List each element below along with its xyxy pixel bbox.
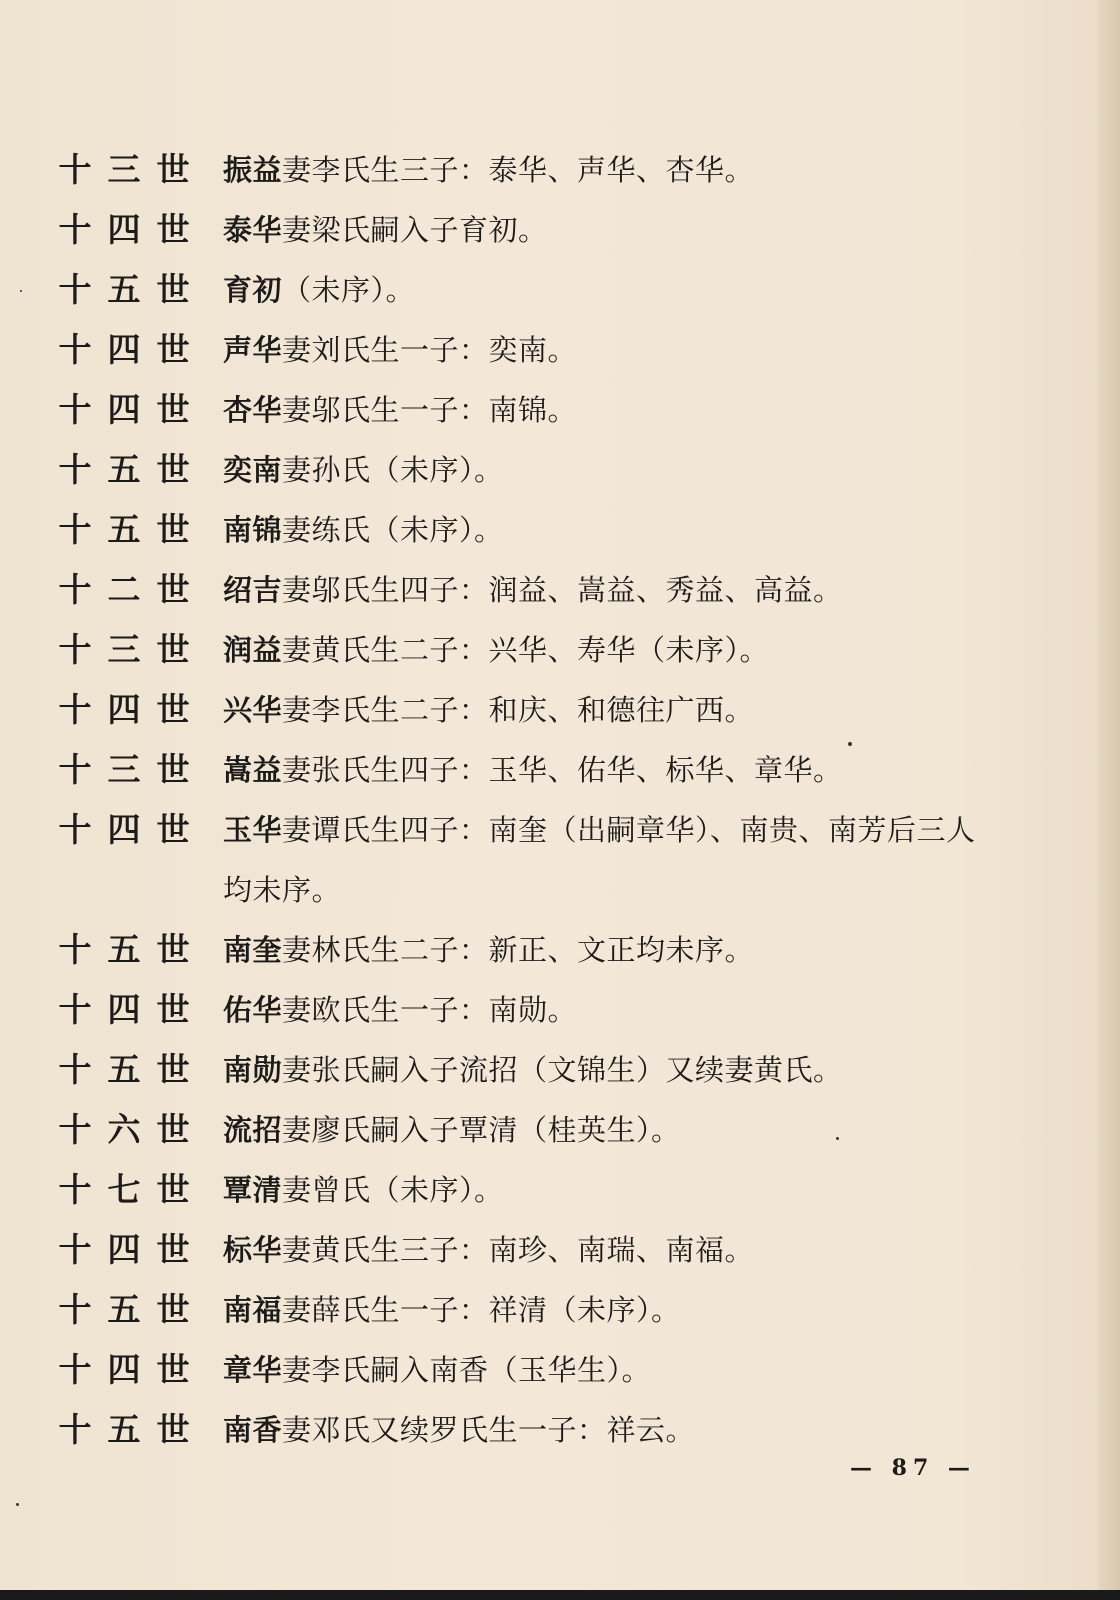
person-name: 兴华 — [223, 693, 283, 727]
genealogy-entry — [58, 800, 1058, 920]
entry-description: 妻梁氏嗣入子育初。 — [282, 213, 548, 247]
generation-char: 十 — [58, 750, 92, 789]
entry-text — [223, 320, 983, 380]
entry-description: 妻林氏生二子：新正、文正均未序。 — [282, 933, 755, 967]
generation-char: 世 — [156, 1410, 190, 1449]
genealogy-entry — [58, 200, 1058, 260]
generation-char: 五 — [107, 450, 141, 489]
entry-description: 妻李氏生三子：泰华、声华、杏华。 — [282, 153, 755, 187]
entry-description: 妻邓氏又续罗氏生一子：祥云。 — [282, 1413, 696, 1447]
generation-char: 十 — [58, 990, 92, 1029]
genealogy-entry — [58, 920, 1058, 980]
generation-char: 六 — [107, 1110, 141, 1149]
generation-char: 四 — [107, 1350, 141, 1389]
entry-description: 妻练氏（未序）。 — [282, 513, 504, 547]
person-name: 南奎 — [223, 933, 283, 967]
genealogy-entry — [58, 320, 1058, 380]
generation-char: 五 — [107, 510, 141, 549]
generation-label — [58, 680, 223, 740]
generation-char: 四 — [107, 330, 141, 369]
person-name: 杏华 — [223, 393, 283, 427]
generation-label — [58, 1400, 223, 1460]
generation-char: 十 — [58, 1170, 92, 1209]
generation-label — [58, 440, 223, 500]
generation-label — [58, 140, 223, 200]
genealogy-entry — [58, 1220, 1058, 1280]
generation-char: 世 — [156, 1230, 190, 1269]
entry-text — [223, 740, 983, 800]
genealogy-entry — [58, 380, 1058, 440]
generation-char: 十 — [58, 330, 92, 369]
generation-char: 十 — [58, 1410, 92, 1449]
generation-char: 十 — [58, 270, 92, 309]
generation-char: 世 — [156, 1350, 190, 1389]
entry-description: 妻欧氏生一子：南勋。 — [282, 993, 578, 1027]
generation-char: 世 — [156, 1170, 190, 1209]
generation-char: 十 — [58, 1050, 92, 1089]
person-name: 奕南 — [223, 453, 283, 487]
entry-text — [223, 800, 983, 920]
person-name: 章华 — [223, 1353, 283, 1387]
generation-char: 十 — [58, 810, 92, 849]
ink-speck — [16, 1503, 19, 1506]
person-name: 润益 — [223, 633, 283, 667]
generation-label — [58, 620, 223, 680]
person-name: 南勋 — [223, 1053, 283, 1087]
generation-label — [58, 260, 223, 320]
entry-text — [223, 1280, 983, 1340]
genealogy-entry — [58, 1160, 1058, 1220]
generation-char: 世 — [156, 150, 190, 189]
entry-text — [223, 200, 983, 260]
generation-char: 十 — [58, 1230, 92, 1269]
page-number: — 87 — — [850, 1455, 976, 1481]
entry-description: 妻张氏生四子：玉华、佑华、标华、章华。 — [282, 753, 843, 787]
entry-description: 妻李氏嗣入南香（玉华生）。 — [282, 1353, 652, 1387]
generation-label — [58, 560, 223, 620]
generation-label — [58, 980, 223, 1040]
entry-text — [223, 380, 983, 440]
genealogy-entry — [58, 1040, 1058, 1100]
genealogy-entry — [58, 1340, 1058, 1400]
genealogy-entry — [58, 1400, 1058, 1460]
entry-description: 妻邬氏生一子：南锦。 — [282, 393, 578, 427]
generation-char: 十 — [58, 210, 92, 249]
generation-char: 世 — [156, 1290, 190, 1329]
person-name: 流招 — [223, 1113, 283, 1147]
ink-speck — [836, 1137, 839, 1140]
genealogy-entry — [58, 140, 1058, 200]
person-name: 南香 — [223, 1413, 283, 1447]
entry-description: 妻孙氏（未序）。 — [282, 453, 504, 487]
generation-char: 十 — [58, 1350, 92, 1389]
generation-char: 十 — [58, 1290, 92, 1329]
generation-char: 世 — [156, 270, 190, 309]
entry-description: 妻刘氏生一子：奕南。 — [282, 333, 578, 367]
entry-description: 妻黄氏生三子：南珍、南瑞、南福。 — [282, 1233, 755, 1267]
generation-char: 五 — [107, 930, 141, 969]
generation-label — [58, 200, 223, 260]
generation-label — [58, 740, 223, 800]
generation-char: 四 — [107, 690, 141, 729]
generation-label — [58, 1160, 223, 1220]
genealogy-entry — [58, 740, 1058, 800]
entry-description: 妻李氏生二子：和庆、和德往广西。 — [282, 693, 755, 727]
genealogy-entry — [58, 500, 1058, 560]
generation-char: 十 — [58, 150, 92, 189]
person-name: 标华 — [223, 1233, 283, 1267]
person-name: 嵩益 — [223, 753, 283, 787]
entry-text — [223, 440, 983, 500]
entry-text — [223, 260, 983, 320]
generation-char: 十 — [58, 1110, 92, 1149]
entry-text — [223, 1100, 983, 1160]
genealogy-entry — [58, 1100, 1058, 1160]
generation-char: 四 — [107, 990, 141, 1029]
entry-description: 妻黄氏生二子：兴华、寿华（未序）。 — [282, 633, 770, 667]
generation-label — [58, 500, 223, 560]
genealogy-entry — [58, 1280, 1058, 1340]
generation-char: 五 — [107, 1290, 141, 1329]
generation-char: 四 — [107, 810, 141, 849]
entry-text — [223, 1040, 983, 1100]
page-edge-bottom — [0, 1590, 1120, 1600]
entry-text — [223, 920, 983, 980]
entry-text — [223, 1340, 983, 1400]
generation-char: 五 — [107, 1410, 141, 1449]
person-name: 绍吉 — [223, 573, 283, 607]
generation-label — [58, 800, 223, 860]
generation-char: 世 — [156, 930, 190, 969]
person-name: 南锦 — [223, 513, 283, 547]
person-name: 育初 — [223, 273, 283, 307]
person-name: 佑华 — [223, 993, 283, 1027]
entry-description: 妻张氏嗣入子流招（文锦生）又续妻黄氏。 — [282, 1053, 843, 1087]
genealogy-entry — [58, 620, 1058, 680]
entry-text — [223, 620, 983, 680]
generation-char: 世 — [156, 1050, 190, 1089]
generation-char: 世 — [156, 990, 190, 1029]
page-edge-right — [1098, 0, 1120, 1600]
generation-char: 四 — [107, 1230, 141, 1269]
entry-text — [223, 560, 983, 620]
generation-char: 世 — [156, 810, 190, 849]
genealogy-entry — [58, 260, 1058, 320]
generation-char: 十 — [58, 450, 92, 489]
person-name: 振益 — [223, 153, 283, 187]
genealogy-entry-list — [58, 140, 1058, 1460]
entry-description: （未序）。 — [282, 273, 416, 307]
generation-char: 五 — [107, 270, 141, 309]
person-name: 覃清 — [223, 1173, 283, 1207]
generation-label — [58, 920, 223, 980]
generation-char: 世 — [156, 510, 190, 549]
person-name: 南福 — [223, 1293, 283, 1327]
generation-char: 七 — [107, 1170, 141, 1209]
entry-description: 妻曾氏（未序）。 — [282, 1173, 504, 1207]
genealogy-entry — [58, 680, 1058, 740]
entry-description: 妻薛氏生一子：祥清（未序）。 — [282, 1293, 681, 1327]
generation-char: 十 — [58, 570, 92, 609]
entry-text — [223, 680, 983, 740]
generation-char: 世 — [156, 570, 190, 609]
generation-char: 十 — [58, 690, 92, 729]
generation-char: 三 — [107, 750, 141, 789]
genealogy-entry — [58, 980, 1058, 1040]
entry-text — [223, 1220, 983, 1280]
generation-label — [58, 1340, 223, 1400]
generation-label — [58, 1280, 223, 1340]
generation-char: 世 — [156, 1110, 190, 1149]
generation-char: 十 — [58, 390, 92, 429]
person-name: 泰华 — [223, 213, 283, 247]
generation-char: 四 — [107, 210, 141, 249]
ink-speck — [20, 290, 22, 292]
generation-label — [58, 1100, 223, 1160]
generation-label — [58, 380, 223, 440]
person-name: 声华 — [223, 333, 283, 367]
generation-char: 世 — [156, 210, 190, 249]
genealogy-entry — [58, 440, 1058, 500]
generation-label — [58, 1220, 223, 1280]
entry-text — [223, 1400, 983, 1460]
genealogy-entry — [58, 560, 1058, 620]
generation-char: 四 — [107, 390, 141, 429]
generation-char: 二 — [107, 570, 141, 609]
generation-char: 世 — [156, 690, 190, 729]
generation-char: 世 — [156, 750, 190, 789]
ink-speck — [848, 742, 852, 746]
generation-label — [58, 320, 223, 380]
generation-label — [58, 1040, 223, 1100]
person-name: 玉华 — [223, 813, 283, 847]
entry-description: 妻廖氏嗣入子覃清（桂英生）。 — [282, 1113, 681, 1147]
generation-char: 世 — [156, 630, 190, 669]
entry-text — [223, 980, 983, 1040]
generation-char: 十 — [58, 630, 92, 669]
entry-text — [223, 1160, 983, 1220]
generation-char: 世 — [156, 390, 190, 429]
entry-description: 妻邬氏生四子：润益、嵩益、秀益、高益。 — [282, 573, 843, 607]
generation-char: 五 — [107, 1050, 141, 1089]
generation-char: 三 — [107, 630, 141, 669]
entry-text — [223, 500, 983, 560]
generation-char: 十 — [58, 930, 92, 969]
generation-char: 世 — [156, 450, 190, 489]
entry-text — [223, 140, 983, 200]
generation-char: 三 — [107, 150, 141, 189]
entry-description: 妻谭氏生四子：南奎（出嗣章华）、南贵、南芳后三人均未序。 — [223, 813, 976, 907]
generation-char: 世 — [156, 330, 190, 369]
generation-char: 十 — [58, 510, 92, 549]
